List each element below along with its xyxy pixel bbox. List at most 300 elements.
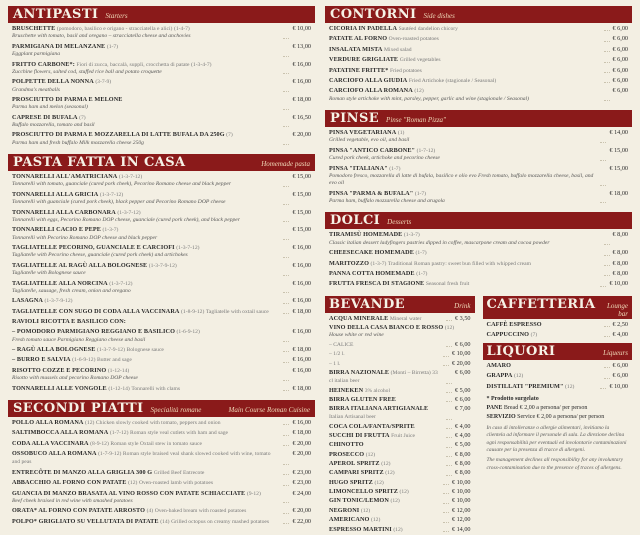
item-name: ESPRESSO MARTINI — [329, 525, 392, 533]
item-price: € 15,00 — [292, 190, 311, 198]
item-price: € 22,00 — [292, 517, 311, 525]
item-desc: Tonnarelli with guanciale (cured pork cheek), black pepper and Pecorino Romano DOP cheese — [12, 199, 226, 206]
leader-dots — [283, 109, 289, 110]
menu-item — [329, 87, 628, 103]
item-name: ENTRECÔTE DI MANZO ALLA GRIGLIA 300 G — [12, 468, 153, 476]
leader-dots — [443, 493, 449, 494]
item-desc: Tonnarelli with Pecorino Romano DOP cheese and black pepper — [12, 234, 158, 241]
bread-charge — [487, 404, 629, 413]
section-header-secondi — [8, 400, 315, 417]
item-desc: Grandma's meatballs — [12, 86, 60, 93]
item-desc: Oven-roasted potatoes — [388, 36, 439, 43]
item-price: € 14,00 — [609, 129, 628, 136]
menu-item — [12, 346, 311, 354]
menu-item — [12, 385, 311, 393]
item-name: HEINEKEN — [329, 386, 364, 394]
menu-item — [329, 324, 471, 340]
item-name: APEROL SPRITZ — [329, 459, 380, 467]
item-price: € 10,00 — [451, 350, 471, 358]
item-price: € 12,00 — [451, 506, 471, 514]
caffetteria-items — [483, 319, 633, 340]
item-desc: Parma ham and melon (seasonal) — [12, 104, 88, 111]
item-name: RAVIOLI RICOTTA E BASILICO CON: — [12, 318, 126, 326]
section-header-caffetteria — [483, 296, 633, 319]
item-price: € 6,00 — [612, 76, 628, 84]
item-price: € 18,00 — [292, 429, 311, 437]
menu-item — [487, 331, 629, 339]
item-desc: Traditional Roman pastry: sweet bun filled with whipped cream — [387, 260, 531, 267]
menu-item — [329, 507, 471, 515]
item-desc: Mineral water — [389, 315, 422, 322]
item-price: € 24,00 — [292, 489, 311, 497]
leader-dots — [446, 392, 452, 393]
item-price: € 6,00 — [612, 362, 628, 370]
menu-item — [329, 516, 471, 524]
item-name: – CALICE — [329, 341, 354, 348]
menu-item — [329, 451, 471, 459]
section-subtitle-en: Main Course Roman Cuisine — [228, 405, 310, 414]
item-price: € 6,00 — [612, 66, 628, 74]
section-subtitle: Side dishes — [423, 12, 455, 20]
item-alt: (1-7) — [415, 250, 427, 257]
menu-item — [12, 61, 311, 77]
item-name: LIMONCELLO SPRITZ — [329, 488, 398, 495]
service-charge — [487, 413, 629, 422]
item-price: € 15,00 — [609, 146, 628, 154]
item-price: € 16,00 — [292, 297, 311, 305]
item-alt: (pomodoro, basilico e origano - stracciatella e alici) — [56, 26, 173, 32]
item-alt: (1-6-9-12) — [176, 329, 200, 336]
leader-dots — [283, 56, 289, 57]
leader-dots — [604, 51, 610, 52]
item-name: TAGLIATELLE AL RAGÙ ALLA BOLOGNESE — [12, 261, 148, 269]
item-desc: Chicken slowly cooked with tomato, peppers and onion — [95, 419, 221, 426]
pasta-items — [8, 171, 315, 393]
item-price: € 16,00 — [292, 261, 311, 269]
item-price: € 8,00 — [455, 459, 471, 467]
menu-item — [329, 488, 471, 496]
item-desc: Zucchine flowers, salted cod, stuffed rice ball and potato croquette — [12, 68, 162, 75]
item-name: TAGLIATELLE PECORINO, GUANCIALE E CARCIOFI — [12, 244, 175, 252]
item-price: € 5,00 — [455, 386, 471, 394]
menu-item — [12, 518, 311, 526]
menu-item — [12, 280, 311, 296]
item-alt: (7) — [79, 114, 86, 121]
item-desc: Mixed salad — [384, 46, 412, 53]
allergen-note-it: In caso di intolleranze o allergie alimentari, invitiamo la clientela ad informare il personale di sala. La direzione declina ogni responsabilità per eventuali ed involontarie contaminazioni causate per la presenza di tracce di allergeni. — [486, 425, 627, 454]
item-alt: (12) — [513, 373, 524, 380]
item-name: CARCIOFO ALLA ROMANA — [329, 87, 413, 95]
section-subtitle: Pinse "Roman Pizza" — [386, 116, 446, 124]
item-desc: Fried potatoes — [389, 67, 422, 74]
item-desc: Seasonal fresh fruit — [425, 281, 470, 288]
item-name: PROSCIUTTO DI PARMA E MELONE — [12, 96, 123, 103]
menu-item — [12, 328, 311, 344]
item-alt: (1-3-7) — [102, 227, 119, 234]
item-name: PINSA "ITALIANA" — [329, 164, 388, 172]
item-price: € 6,00 — [612, 25, 628, 32]
item-price: € 15,00 — [292, 173, 311, 181]
item-alt: (1-7-12) — [109, 430, 129, 437]
item-alt: (3-7-9) — [95, 79, 112, 86]
item-desc: Beef cheek braised in red wine with smashed potatoes — [12, 497, 133, 504]
item-name: CHINOTTO — [329, 441, 364, 449]
leader-dots — [604, 326, 610, 327]
leader-dots — [283, 221, 289, 222]
section-header-dolci — [325, 212, 632, 229]
item-alt: (7) — [226, 132, 233, 139]
cover-charges — [483, 402, 633, 422]
menu-item — [12, 356, 311, 364]
section-pasta — [8, 154, 315, 395]
item-alt: (1-3-7-12) — [117, 209, 141, 216]
leader-dots — [283, 303, 289, 304]
item-price: € 10,00 — [292, 25, 311, 32]
menu-item — [329, 165, 628, 188]
item-name: ACQUA MINERALE — [329, 314, 389, 322]
section-subtitle: Drink — [454, 301, 471, 310]
item-name: TONNARELLI ALLA GRICIA — [12, 190, 99, 198]
item-price: € 10,00 — [609, 382, 628, 390]
leader-dots — [283, 186, 289, 187]
item-price: € 18,00 — [292, 96, 311, 103]
item-alt: (1-12-14) — [108, 385, 130, 392]
left-column — [8, 6, 315, 525]
menu-item — [329, 460, 471, 468]
menu-item — [329, 67, 628, 75]
item-alt: Fruit Juice — [391, 432, 415, 439]
section-title: PINSE — [330, 111, 380, 126]
leader-dots — [446, 383, 452, 384]
leader-dots — [443, 522, 449, 523]
item-price: € 23,00 — [292, 468, 311, 476]
leader-dots — [446, 475, 452, 476]
item-price: € 6,00 — [455, 340, 471, 348]
item-price: € 16,00 — [292, 78, 311, 86]
item-name: COCA COLA/FANTA/SPRITE — [329, 422, 415, 430]
item-name: TONNARELLI ALLA CARBONARA — [12, 208, 116, 216]
item-price: € 4,00 — [455, 422, 471, 430]
leader-dots — [283, 38, 289, 39]
item-alt: (1-3-7) — [403, 232, 420, 239]
item-alt: (12) — [393, 526, 403, 533]
leader-dots — [283, 73, 289, 74]
bread-value: Bread € 2,00 a persona/ per person — [503, 405, 588, 412]
item-name: GUANCIA DI MANZO BRASATA AL VINO ROSSO CON PATATE SCHIACCIATE — [12, 489, 246, 497]
menu-item — [12, 507, 311, 515]
item-price: € 18,00 — [292, 346, 311, 353]
item-price: € 15,00 — [292, 226, 311, 234]
item-price: € 8,00 — [455, 469, 471, 477]
item-price: € 8,00 — [612, 249, 628, 257]
item-alt: (1-7) — [106, 43, 119, 50]
item-name: VERDURE GRIGLIATE — [329, 56, 399, 64]
item-price: € 20,00 — [292, 439, 311, 447]
item-name: CODA ALLA VACCINARA — [12, 439, 89, 447]
item-price: € 16,00 — [292, 418, 311, 426]
menu-item — [329, 432, 471, 440]
item-price: € 2,50 — [612, 320, 628, 328]
leader-dots — [600, 160, 606, 161]
item-alt: (12) — [85, 419, 95, 426]
item-alt: (1) — [397, 130, 405, 136]
service-label: SERVIZIO — [486, 414, 516, 421]
leader-dots — [283, 126, 289, 127]
leader-dots — [600, 286, 606, 287]
item-name: SALTIMBOCCA ALLA ROMANA — [12, 429, 109, 437]
item-name: MARITOZZO — [329, 259, 369, 267]
item-price: € 6,00 — [612, 87, 628, 95]
item-name: CAPRESE DI BUFALA — [12, 113, 78, 121]
item-price: € 10,00 — [451, 488, 471, 495]
item-name: PANNA COTTA HOMEMADE — [329, 269, 415, 277]
menu-item — [329, 35, 628, 43]
item-name: PINSA "ANTICO CARBONE" — [329, 146, 416, 154]
item-name: BRUSCHETTE — [12, 25, 56, 32]
item-desc: Bruschette with tomato, basil and oregano – stracciatella cheese and anchovies — [12, 33, 191, 40]
menu-item — [12, 318, 311, 326]
item-price: € 18,00 — [292, 384, 311, 392]
menu-item — [329, 46, 628, 54]
menu-item — [329, 350, 471, 358]
item-name: PATATINE FRITTE* — [329, 66, 389, 74]
item-alt: (1-3-7) — [370, 260, 387, 267]
item-desc: Roman style veal cutlets with ham and sage — [130, 430, 229, 437]
item-price: € 18,00 — [292, 307, 311, 315]
item-price: € 8,00 — [455, 450, 471, 458]
menu-item — [12, 244, 311, 260]
item-name: GIN TONIC/LEMON — [329, 497, 389, 505]
contorni-items — [325, 23, 632, 103]
item-alt: (1-7) — [416, 270, 428, 277]
item-name: TONNARELLI ALL'AMATRICIANA — [12, 173, 118, 181]
leader-dots — [283, 239, 289, 240]
leader-dots — [604, 30, 610, 31]
item-price: € 13,00 — [292, 42, 311, 50]
menu-item — [329, 526, 471, 534]
item-name: OSSOBUCO ALLA ROMANA — [12, 450, 97, 457]
item-name: INSALATA MISTA — [329, 45, 383, 53]
item-desc: Tonnarelli with clams — [131, 385, 181, 392]
item-name: BIRRA ITALIANA ARTIGIANALE — [329, 405, 429, 413]
section-dolci — [325, 212, 632, 290]
menu-item — [329, 25, 628, 33]
item-name: VINO DELLA CASA BIANCO E ROSSO — [329, 324, 444, 331]
section-header-contorni — [325, 6, 632, 23]
leader-dots — [604, 367, 610, 368]
item-price: € 10,00 — [609, 280, 628, 288]
item-allergens: (1-3-4-7) — [191, 61, 212, 68]
item-price: € 8,00 — [612, 231, 628, 239]
item-desc: Classic italian dessert ladyfingers pastries dipped in coffee, mascarpone cream and cocoa powder — [329, 239, 550, 246]
leader-dots — [283, 435, 289, 436]
leader-dots — [600, 202, 606, 203]
item-name: – RAGÙ ALLA BOLOGNESE — [12, 346, 96, 353]
liquori-items — [483, 360, 633, 391]
section-title: LIQUORI — [486, 344, 556, 360]
item-price: € 4,00 — [612, 330, 628, 338]
menu-item — [329, 249, 628, 257]
item-price: € 18,00 — [609, 189, 628, 197]
item-desc: Tagliatelle with Bolognese sauce — [12, 270, 86, 277]
section-title: PASTA FATTA IN CASA — [13, 155, 186, 171]
item-desc: Eggplant parmigiana — [12, 51, 61, 58]
item-price: € 16,00 — [292, 279, 311, 287]
leader-dots — [604, 336, 610, 337]
item-name: – BURRO E SALVIA — [12, 356, 71, 364]
item-price: € 10,00 — [451, 497, 471, 505]
item-name: TONNARELLI CACIO E PEPE — [12, 226, 101, 234]
section-header-pinse — [325, 110, 632, 127]
section-antipasti — [8, 6, 315, 149]
leader-dots — [600, 185, 606, 186]
section-subtitle: Liqueurs — [603, 349, 628, 358]
menu-item — [329, 396, 471, 404]
item-name: PATATE AL FORNO — [329, 35, 388, 43]
menu-item — [329, 260, 628, 268]
item-price: € 7,00 — [455, 405, 471, 413]
leader-dots — [283, 204, 289, 205]
section-subtitle: Starters — [105, 12, 128, 20]
section-header-liquori — [483, 343, 633, 360]
menu-item — [12, 78, 311, 94]
item-alt: (12) — [360, 507, 371, 514]
leader-dots — [443, 531, 449, 532]
bevande-items — [325, 313, 475, 534]
item-name: TAGLIATELLE CON SUGO DI CODA ALLA VACCINARA — [12, 307, 180, 315]
item-alt: (12) — [385, 470, 395, 477]
item-name: SUCCHI DI FRUTTA — [329, 431, 390, 439]
item-name: POLLO ALLA ROMANA — [12, 418, 84, 426]
menu-item — [12, 173, 311, 189]
item-price: € 20,00 — [292, 450, 311, 457]
item-price: € 23,00 — [292, 479, 311, 487]
item-desc: Grilled Beef Entrecote — [153, 469, 205, 476]
leader-dots — [446, 428, 452, 429]
item-name: CICORIA IN PADELLA — [329, 25, 398, 32]
leader-dots — [283, 362, 289, 363]
leader-dots — [604, 244, 610, 245]
menu-item — [12, 43, 311, 59]
leader-dots — [443, 365, 449, 366]
item-allergens: (1-4-7) — [173, 26, 190, 32]
menu-item — [487, 321, 629, 329]
menu-item — [12, 490, 311, 506]
item-name: PROSECCO — [329, 450, 365, 458]
item-name: CHEESECAKE HOMEMADE — [329, 249, 414, 257]
leader-dots — [604, 82, 610, 83]
menu-item — [329, 270, 628, 278]
leader-dots — [283, 485, 289, 486]
leader-dots — [283, 474, 289, 475]
menu-item — [12, 226, 311, 242]
leader-dots — [604, 72, 610, 73]
item-name: HUGO SPRITZ — [329, 478, 373, 486]
menu-item — [12, 96, 311, 112]
item-alt: (1-3-7-9-12) — [148, 262, 177, 269]
menu-item — [329, 231, 628, 247]
item-desc: Cured pork cheek, artichoke and pecorino cheese — [329, 155, 440, 162]
item-desc: Oven-roasted lamb with potatoes — [138, 480, 214, 487]
right-column — [325, 6, 632, 533]
item-price: € 6,00 — [455, 368, 471, 376]
leader-dots — [283, 523, 289, 524]
menu-item — [329, 280, 628, 288]
item-alt: (12) — [390, 498, 400, 505]
item-alt: (1-7) — [414, 190, 427, 197]
item-name: LASAGNA — [12, 297, 43, 305]
item-desc: Grilled vegetables — [399, 57, 441, 64]
item-alt: (1-8-9-12) — [181, 308, 205, 315]
item-price: € 16,00 — [292, 244, 311, 252]
item-alt: (1-3-7-12) — [99, 191, 124, 198]
item-allergens: (1-7-12) — [416, 147, 436, 154]
item-desc: Bolognese sauce — [126, 347, 164, 353]
menu-item — [487, 372, 629, 380]
item-alt: 3% alcohol — [364, 387, 391, 394]
section-title: CONTORNI — [330, 7, 417, 22]
leader-dots — [600, 388, 606, 389]
item-price: € 15,00 — [292, 208, 311, 216]
item-name: RISOTTO COZZE E PECORINO — [12, 366, 107, 374]
item-price: € 12,00 — [451, 516, 471, 524]
item-name: FRUTTA FRESCA DI STAGIONE — [329, 280, 425, 288]
item-name: PINSA VEGETARIANA — [329, 129, 397, 136]
dolci-items — [325, 229, 632, 288]
leader-dots — [283, 445, 289, 446]
item-name: – POMODORO PARMIGIANO REGGIANO E BASILICO — [12, 328, 175, 336]
item-name: POLPETTE DELLA NONNA — [12, 78, 94, 86]
menu-item — [12, 419, 311, 427]
item-price: € 8,00 — [612, 269, 628, 277]
section-bevande — [325, 296, 475, 535]
item-price: € 5,00 — [455, 441, 471, 449]
item-desc: House white or red wine — [329, 332, 384, 339]
item-price: € 20,00 — [292, 507, 311, 515]
item-name: CAMPARI SPRITZ — [329, 469, 384, 477]
leader-dots — [443, 503, 449, 504]
leader-dots — [446, 447, 452, 448]
item-name: PINSA "PARMA & BUFALA" — [329, 189, 414, 197]
item-desc: Roman style Oxtail stew in tomato sauce — [110, 440, 203, 447]
leader-dots — [283, 502, 289, 503]
item-name: AMARO — [486, 362, 512, 370]
menu-item — [329, 479, 471, 487]
menu-item — [12, 191, 311, 207]
leader-dots — [446, 346, 452, 347]
item-alt: (8-9-12) — [90, 440, 109, 447]
item-alt: (1-12-14) — [107, 367, 130, 374]
menu-item — [329, 315, 471, 323]
section-subtitle: Homemade pasta — [261, 160, 310, 169]
item-desc: Butter and sage — [97, 357, 132, 364]
item-name: POLPO* GRIGLIATO SU VELLUTATA DI PATATE — [12, 517, 159, 525]
menu-item — [12, 367, 311, 383]
item-name: TONNARELLI ALLE VONGOLE — [12, 384, 107, 392]
leader-dots — [283, 257, 289, 258]
section-subtitle: Lounge bar — [607, 301, 628, 318]
item-desc: Parma ham and fresh buffalo Milk mozzarella cheese 250g — [12, 139, 144, 146]
item-name: ORATA* AL FORNO CON PATATE ARROSTO — [12, 507, 146, 515]
leader-dots — [283, 144, 289, 145]
item-allergens: (1-7) — [389, 165, 401, 172]
leader-dots — [283, 313, 289, 314]
item-price: € 6,00 — [455, 396, 471, 403]
leader-dots — [446, 465, 452, 466]
item-desc: Tagliatelle, sausage, fresh cream, onion and oregano — [12, 287, 131, 294]
section-title: CAFFETTERIA — [486, 296, 596, 312]
menu-item — [487, 383, 629, 391]
